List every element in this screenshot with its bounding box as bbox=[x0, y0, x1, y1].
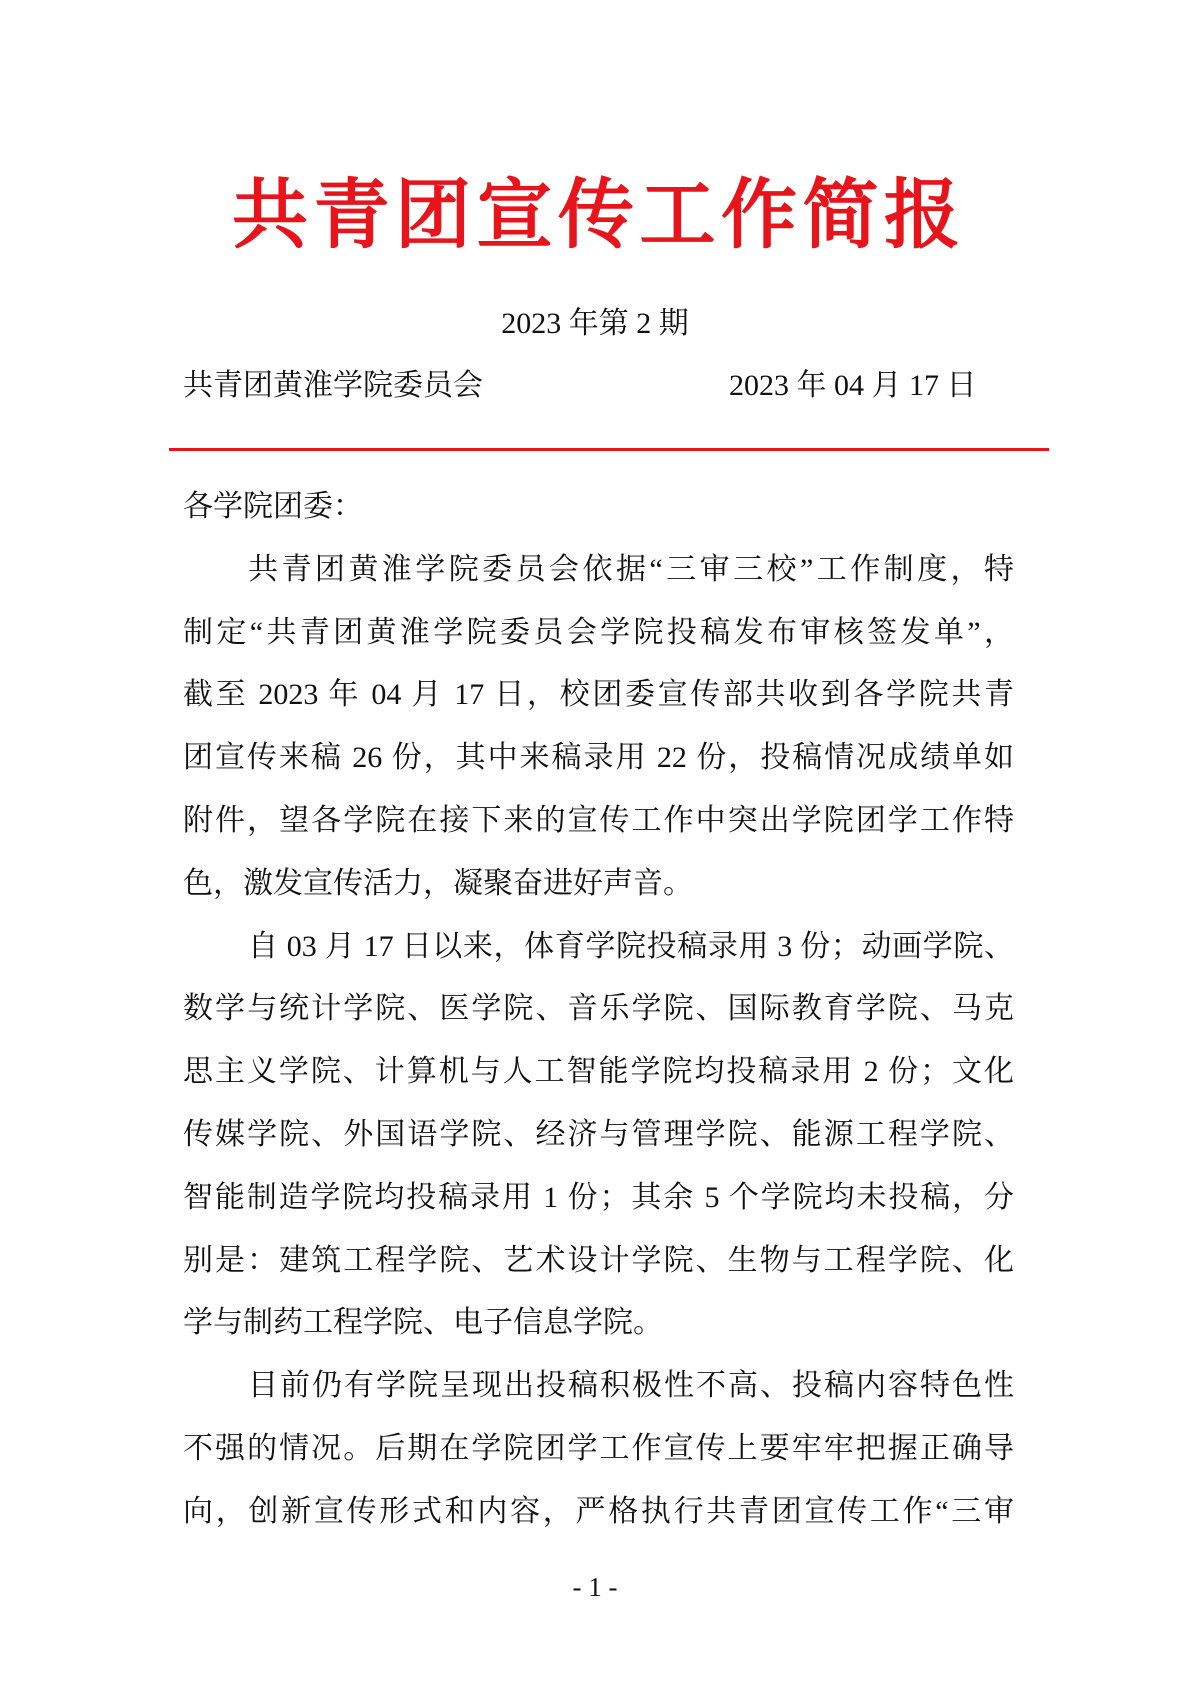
text-line: 别是：建筑工程学院、艺术设计学院、生物与工程学院、化 bbox=[183, 1243, 1014, 1277]
paragraph-1 bbox=[183, 539, 1014, 916]
text-line: 目前仍有学院呈现出投稿积极性不高、投稿内容特色性 bbox=[248, 1369, 1014, 1403]
text-line: 不强的情况。后期在学院团学工作宣传上要牢牢把握正确导 bbox=[183, 1431, 1014, 1465]
text-line: 附件，望各学院在接下来的宣传工作中突出学院团学工作特 bbox=[183, 803, 1014, 837]
paragraph-2 bbox=[183, 916, 1014, 1356]
text-line: 截至 2023 年 04 月 17 日，校团委宣传部共收到各学院共青 bbox=[183, 678, 1014, 712]
paragraph-3 bbox=[183, 1355, 1014, 1543]
text-line: 数学与统计学院、医学院、音乐学院、国际教育学院、马克 bbox=[183, 992, 1014, 1026]
text-line: 共青团黄淮学院委员会依据“三审三校”工作制度，特 bbox=[248, 552, 1014, 586]
page-number: - 1 - bbox=[572, 1572, 618, 1602]
issue-number: 2023 年第 2 期 bbox=[501, 307, 689, 340]
issue-date: 2023 年 04 月 17 日 bbox=[729, 369, 977, 402]
text-line: 学与制药工程学院、电子信息学院。 bbox=[183, 1306, 663, 1340]
text-line: 智能制造学院均投稿录用 1 份；其余 5 个学院均未投稿，分 bbox=[183, 1180, 1014, 1214]
text-line: 向，创新宣传形式和内容，严格执行共青团宣传工作“三审 bbox=[183, 1494, 1014, 1528]
text-line: 色，激发宣传活力，凝聚奋进好声音。 bbox=[183, 866, 693, 900]
salutation: 各学院团委： bbox=[183, 490, 363, 523]
newsletter-title: 共青团宣传工作简报 bbox=[232, 174, 960, 258]
text-line: 传媒学院、外国语学院、经济与管理学院、能源工程学院、 bbox=[183, 1117, 1014, 1151]
text-line: 制定“共青团黄淮学院委员会学院投稿发布审核签发单”， bbox=[183, 615, 1014, 649]
text-line: 团宣传来稿 26 份，其中来稿录用 22 份，投稿情况成绩单如 bbox=[183, 741, 1014, 775]
document-body bbox=[183, 476, 1014, 1544]
issuer-name: 共青团黄淮学院委员会 bbox=[183, 369, 483, 402]
red-divider bbox=[169, 448, 1049, 451]
text-line: 思主义学院、计算机与人工智能学院均投稿录用 2 份；文化 bbox=[183, 1055, 1014, 1089]
text-line: 自 03 月 17 日以来，体育学院投稿录用 3 份；动画学院、 bbox=[248, 929, 1014, 963]
